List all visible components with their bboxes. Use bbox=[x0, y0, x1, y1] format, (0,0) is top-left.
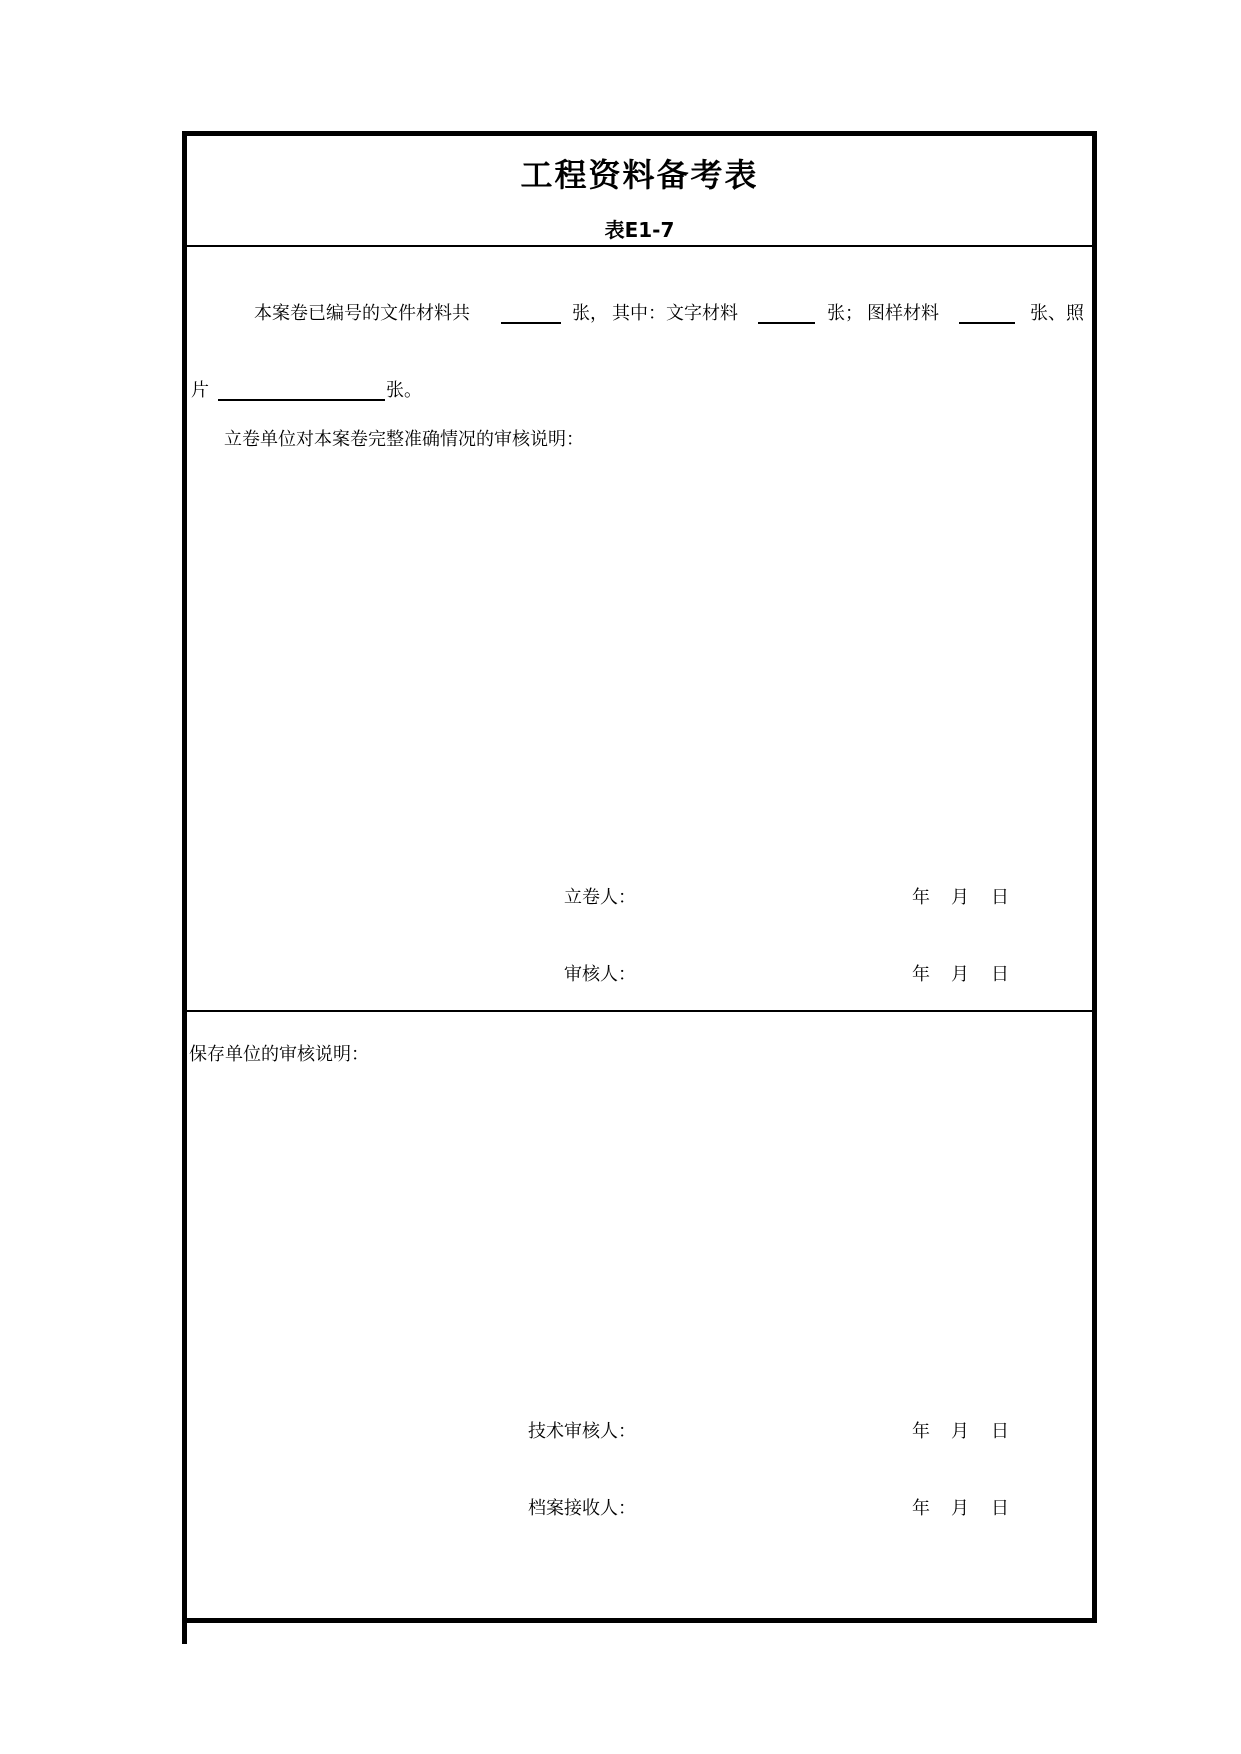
day-label: 日 bbox=[991, 887, 1009, 908]
photo-pages-blank[interactable] bbox=[218, 399, 385, 401]
section-divider bbox=[187, 1010, 1092, 1012]
year-label: 年 bbox=[912, 1421, 930, 1442]
storage-unit-review-label: 保存单位的审核说明： bbox=[189, 1044, 369, 1065]
month-label: 月 bbox=[951, 1421, 969, 1442]
border-tail bbox=[182, 1620, 187, 1644]
day-label: 日 bbox=[991, 1421, 1009, 1442]
compiler-label: 立卷人： bbox=[564, 887, 636, 908]
zhang-end: 张。 bbox=[386, 380, 422, 401]
archive-receiver-label: 档案接收人： bbox=[528, 1498, 636, 1519]
year-label: 年 bbox=[912, 1498, 930, 1519]
day-label: 日 bbox=[991, 964, 1009, 985]
month-label: 月 bbox=[951, 964, 969, 985]
filing-unit-review-label: 立卷单位对本案卷完整准确情况的审核说明： bbox=[224, 429, 584, 450]
year-label: 年 bbox=[912, 887, 930, 908]
zhang-semicolon: 张； bbox=[827, 303, 863, 324]
form-code: 表E1-7 bbox=[604, 218, 675, 242]
drawing-materials-label: 图样材料 bbox=[867, 303, 939, 324]
zhang-comma: 张， bbox=[572, 303, 608, 324]
month-label: 月 bbox=[951, 887, 969, 908]
reviewer-label: 审核人： bbox=[564, 964, 636, 985]
reviewer-date bbox=[912, 960, 1022, 984]
form-title: 工程资料备考表 bbox=[520, 156, 759, 194]
tech-reviewer-date bbox=[912, 1417, 1022, 1441]
total-materials-label: 本案卷已编号的文件材料共 bbox=[254, 303, 470, 324]
archive-receiver-date bbox=[912, 1494, 1022, 1518]
pian-label: 片 bbox=[191, 380, 209, 401]
header-divider bbox=[187, 245, 1092, 247]
text-pages-blank[interactable] bbox=[758, 322, 815, 324]
month-label: 月 bbox=[951, 1498, 969, 1519]
drawing-pages-blank[interactable] bbox=[959, 322, 1015, 324]
total-pages-blank[interactable] bbox=[501, 322, 561, 324]
day-label: 日 bbox=[991, 1498, 1009, 1519]
text-materials-label: 其中：文字材料 bbox=[612, 303, 738, 324]
zhang-zhao: 张、照 bbox=[1030, 303, 1084, 324]
year-label: 年 bbox=[912, 964, 930, 985]
remarks-form bbox=[182, 131, 1097, 1623]
compiler-date bbox=[912, 883, 1022, 907]
tech-reviewer-label: 技术审核人： bbox=[528, 1421, 636, 1442]
